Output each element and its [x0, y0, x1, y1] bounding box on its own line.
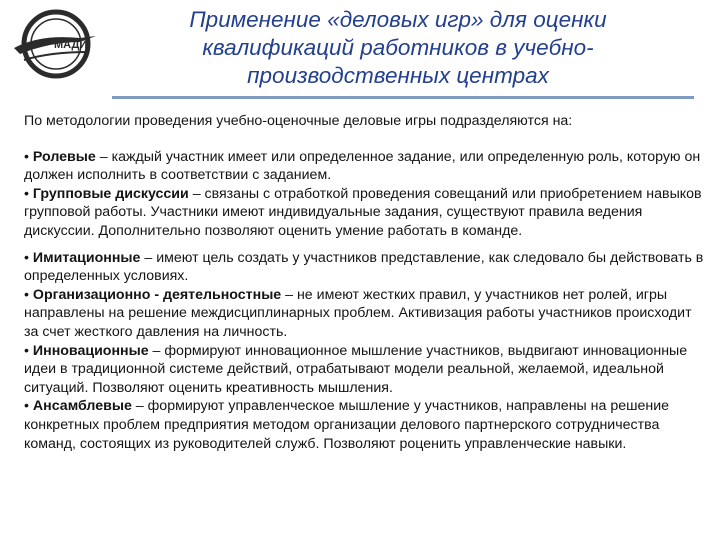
list-item: [24, 397, 708, 453]
game-types-group: [24, 148, 708, 241]
item-text: – формируют инновационное мышление участников, выдвигают инновационные идеи в традиционной системе действий, отрабатывают модели реальной, желаемой, идеальной ситуаций. Позволяют оценить креативность мышления.: [24, 342, 688, 396]
title-line: квалификаций работников в учебно-: [202, 35, 594, 60]
list-item: [24, 148, 708, 185]
bullet: •: [24, 286, 29, 303]
bullet: •: [24, 342, 29, 359]
item-term: Ролевые: [32, 148, 96, 165]
item-text: – каждый участник имеет или определенное задание, или определенную роль, которую он должен исполнить в соответствии с заданием.: [24, 148, 701, 184]
bullet: •: [24, 148, 29, 165]
intro-text: По методологии проведения учебно-оценочные деловые игры подразделяются на:: [24, 113, 573, 129]
item-term: Имитационные: [32, 249, 141, 266]
bullet: •: [24, 249, 29, 266]
item-text: – не имеют жестких правил, у участников нет ролей, игры направлены на решение междисциплинарных проблем. Активизация работы участников происходит за счет жесткого давления на личность.: [24, 286, 692, 340]
page-title: [118, 6, 678, 90]
main-content: [24, 112, 708, 461]
game-types-group: [24, 249, 708, 454]
bullet: •: [24, 185, 29, 202]
bullet: •: [24, 398, 29, 415]
list-item: [24, 249, 708, 286]
title-line: Применение «деловых игр» для оценки: [189, 7, 607, 32]
item-term: Организационно - деятельностные: [32, 286, 282, 303]
item-term: Ансамблевые: [32, 398, 132, 415]
list-item: [24, 185, 708, 241]
item-text: – имеют цель создать у участников представление, как следовало бы действовать в определенных условиях.: [24, 249, 704, 285]
list-item: [24, 286, 708, 342]
madi-logo: [10, 8, 102, 80]
madi-emblem-icon: [10, 8, 102, 80]
logo-text: МАДИ: [54, 39, 88, 51]
title-divider: [112, 96, 694, 99]
item-term: Инновационные: [32, 342, 149, 359]
item-text: – связаны с отработкой проведения совещаний или приобретением навыков групповой работы. Участники имеют индивидуальные задания, существуют правила ведения дискуссии. Дополнительно позволяют оценить умение работать в команде.: [24, 185, 702, 239]
item-text: – формируют управленческое мышление у участников, направлены на решение конкретных проблем предприятия методом организации делового партнерского сотрудничества команд, состоящих из руководителей служб. Позволяют роценить управленческие навыки.: [24, 398, 670, 452]
title-line: производственных центрах: [247, 63, 549, 88]
item-term: Групповые дискуссии: [32, 185, 189, 202]
list-item: [24, 342, 708, 398]
